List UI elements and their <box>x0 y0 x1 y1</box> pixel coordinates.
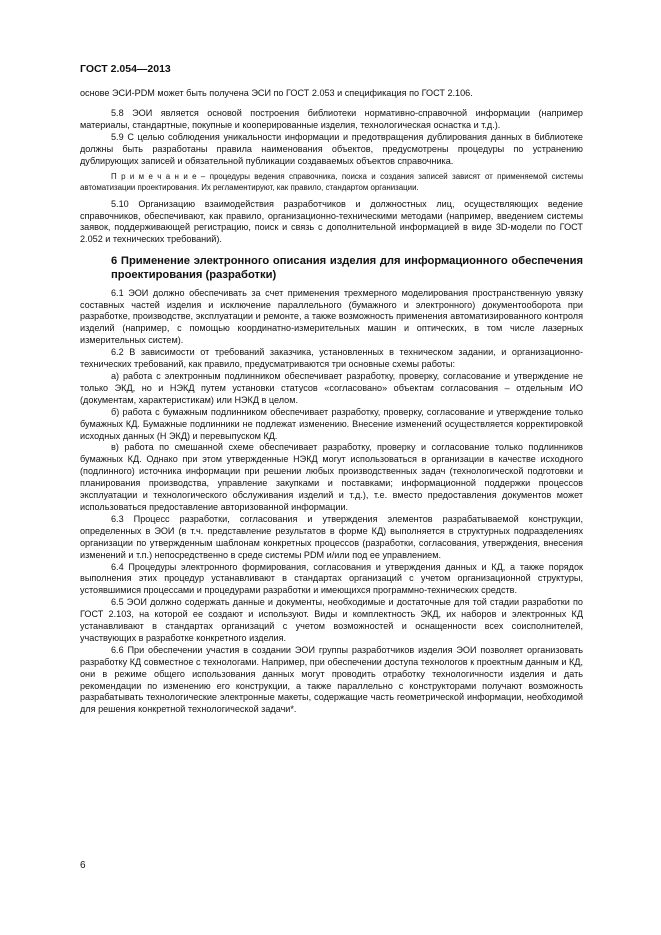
paragraph-6-5: 6.5 ЭОИ должно содержать данные и документы, необходимые и достаточные для той стадии разработки по ГОСТ 2.103, на которой ее создают и используют. Виды и комплектность ЭКД, их наборов и электронных КД устанавливают в стандартах организаций с учетом возможностей и оснащенности всех соисполнителей, участвующих в разработке конкретного изделия. <box>80 597 583 643</box>
paragraph-6-2-a: а) работа с электронным подлинником обеспечивает разработку, проверку, согласование и утверждение не только ЭКД, но и НЭКД путем установки статусов «согласовано» объектам согласования – отдельным ИО (документам, характеристикам) или НЭКД в целом. <box>80 371 583 405</box>
page-number: 6 <box>80 860 86 871</box>
document-header: ГОСТ 2.054—2013 <box>80 63 171 75</box>
paragraph-6-6: 6.6 При обеспечении участия в создании ЭОИ группы разработчиков изделия ЭОИ позволяет организовать разработку КД совместное с технологами. Например, при обеспечении доступа технологов к проектным данным и КД, они в режиме общего использования данных могут проводить отработку технологичности изделия и дать рекомендации по изменению его конструкции, а также параллельно с конструкторами получают возможность разрабатывать технологические электронные макеты, содержащие часть геометрической информации, необходимой для решения конкретной технологической задачи*. <box>80 644 583 715</box>
paragraph-intro: основе ЭСИ-PDM может быть получена ЭСИ по ГОСТ 2.053 и спецификация по ГОСТ 2.106. <box>80 88 473 98</box>
document-page <box>80 62 583 716</box>
note-text: – процедуры ведения справочника, поиска и создания записей зависят от применяемой системы автоматизации проектирования. Их регламентируют, как правило, стандартом организации. <box>80 172 583 193</box>
paragraph-6-4: 6.4 Процедуры электронного формирования, согласования и утверждения данных и КД, а также порядок выполнения этих процедур устанавливают в стандартах организаций с учетом организационной структуры, устоявшимися процессами и процедурами разработки и имеющихся программно-технических средств. <box>80 561 583 596</box>
paragraph-6-2: 6.2 В зависимости от требований заказчика, установленных в техническом задании, и организационно-технических требований, как правило, предусматриваются три основные схемы работы: <box>80 347 583 370</box>
paragraph-6-2-b: б) работа с бумажным подлинником обеспечивает разработку, проверку, согласование и утверждение только бумажных КД. Бумажные подлинники не подлежат изменению. Внесение изменений осуществляется корректировкой исходных данных (Н ЭКД) и перевыпуском КД. <box>80 406 583 441</box>
paragraph-6-1: 6.1 ЭОИ должно обеспечивать за счет применения трехмерного моделирования пространственную увязку составных частей изделия и исключение параллельного (бумажного и электронного) документооборота при разработке, производстве, эксплуатации и ремонте, а также возможность применения автоматизированного контроля изделий (например, с помощью координатно-измерительных машин и оптических, в том числе лазерных измерительных систем). <box>80 287 583 346</box>
paragraph-5-10: 5.10 Организацию взаимодействия разработчиков и должностных лиц, осуществляющих ведение справочников, обеспечивают, как правило, организационно-техническими методами (например, введением системы заявок, поддерживающей регистрацию, поиск и связь с дополнительной информацией в виде 3D-модели по ГОСТ 2.052 и технических требований). <box>80 198 583 245</box>
note-label: П р и м е ч а н и е <box>111 172 197 182</box>
paragraph-6-3: 6.3 Процесс разработки, согласования и утверждения элементов разрабатываемой конструкции, определенных в ЭОИ (в т.ч. представление результатов в форме КД) выполняется в структурных подразделениях организации по утвержденным шаблонам конкретных процессов (разработки, согласования, утверждения, внесения изменений и т.п.) непосредственно в среде системы PDM и/или под ее управлением. <box>80 513 583 560</box>
note-paragraph <box>80 172 583 193</box>
section-6-title: 6 Применение электронного описания изделия для информационного обеспечения проектирования (разработки) <box>111 255 583 282</box>
paragraph-6-2-v: в) работа по смешанной схеме обеспечивает разработку, проверку и согласование только подлинников бумажных КД. Однако при этом утвержденные НЭКД могут использоваться в организации в качестве исходного (подлинного) источника информации при решении любых производственных задач (технологической подготовки и планирования производства, управление закупками и поставками; информационной поддержки процессов эксплуатации и технологического обслуживания изделий и т.д.), т.е. вместо предоставления документов может использоваться предоставление авторизованной информации. <box>80 442 583 512</box>
paragraph-5-8: 5.8 ЭОИ является основой построения библиотеки нормативно-справочной информации (например материалы, стандартные, покупные и кооперированные изделия, технологическая оснастка и т.д.). <box>80 107 583 130</box>
paragraph-5-9: 5.9 С целью соблюдения уникальности информации и предотвращения дублирования данных в библиотеке должны быть разработаны правила наименования объектов, предусмотрены процедуры по устранению дублирующих записей и обязательной публикации создаваемых объектов справочника. <box>80 131 583 166</box>
